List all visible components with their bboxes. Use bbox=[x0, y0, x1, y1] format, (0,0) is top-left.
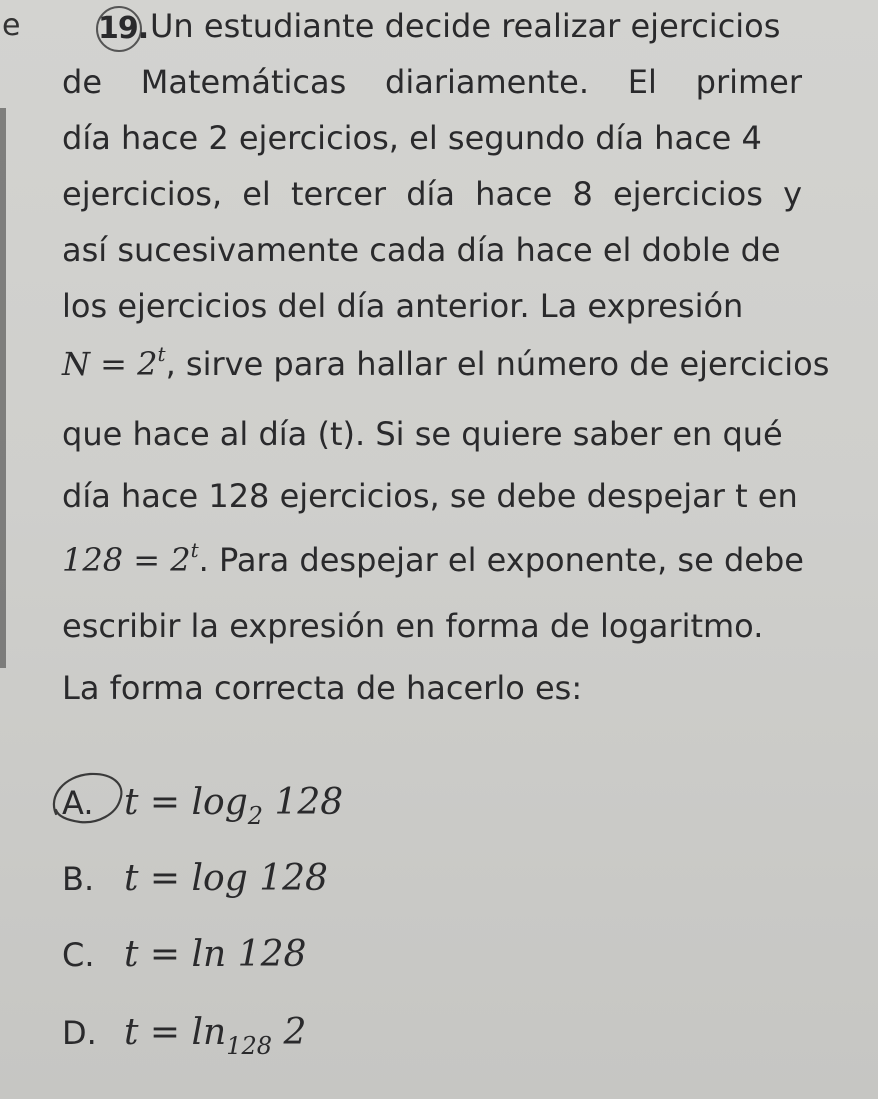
line-7-text: , sirve para hallar el número de ejercicios bbox=[165, 345, 830, 383]
question-line-6: los ejercicios del día anterior. La expresión bbox=[62, 287, 744, 325]
option-a-letter: A. bbox=[62, 784, 94, 822]
math-N: N bbox=[62, 345, 90, 383]
math-exponent-t: t bbox=[157, 342, 166, 366]
question-line-8: que hace al día (t). Si se quiere saber en qué bbox=[62, 415, 783, 453]
option-b-expression: t = log 128 bbox=[124, 858, 328, 899]
option-c-expression: t = ln 128 bbox=[124, 934, 307, 975]
question-line-5: así sucesivamente cada día hace el doble de bbox=[62, 231, 781, 269]
math-exponent-t-2: t bbox=[190, 538, 199, 562]
question-line-3: día hace 2 ejercicios, el segundo día hace 4 bbox=[62, 119, 762, 157]
question-line-10 bbox=[62, 540, 802, 580]
math-equals-two: = 2 bbox=[90, 345, 158, 383]
option-c-letter: C. bbox=[62, 936, 95, 974]
question-line-2: de Matemáticas diariamente. El primer bbox=[62, 63, 802, 101]
option-a-expression: $t = \log_2 128$ bbox=[124, 782, 344, 830]
stray-character: e bbox=[2, 8, 21, 43]
option-d-expression: $t = \ln_{128} 2$ bbox=[124, 1012, 307, 1060]
math-128-equals-two: 128 = 2 bbox=[62, 541, 191, 579]
option-d-letter: D. bbox=[62, 1014, 97, 1052]
question-line-11: escribir la expresión en forma de logaritmo. bbox=[62, 607, 764, 645]
question-line-9: día hace 128 ejercicios, se debe despejar t en bbox=[62, 477, 798, 515]
question-number: 19. bbox=[96, 6, 142, 52]
question-line-4: ejercicios, el tercer día hace 8 ejercicios y bbox=[62, 175, 802, 213]
question-line-7 bbox=[62, 342, 830, 384]
question-line-1: Un estudiante decide realizar ejercicios bbox=[150, 7, 781, 45]
question-line-12: La forma correcta de hacerlo es: bbox=[62, 669, 583, 707]
line-10-text: . Para despejar el exponente, se debe bbox=[198, 541, 804, 579]
margin-mark bbox=[0, 108, 6, 668]
option-b-letter: B. bbox=[62, 860, 95, 898]
